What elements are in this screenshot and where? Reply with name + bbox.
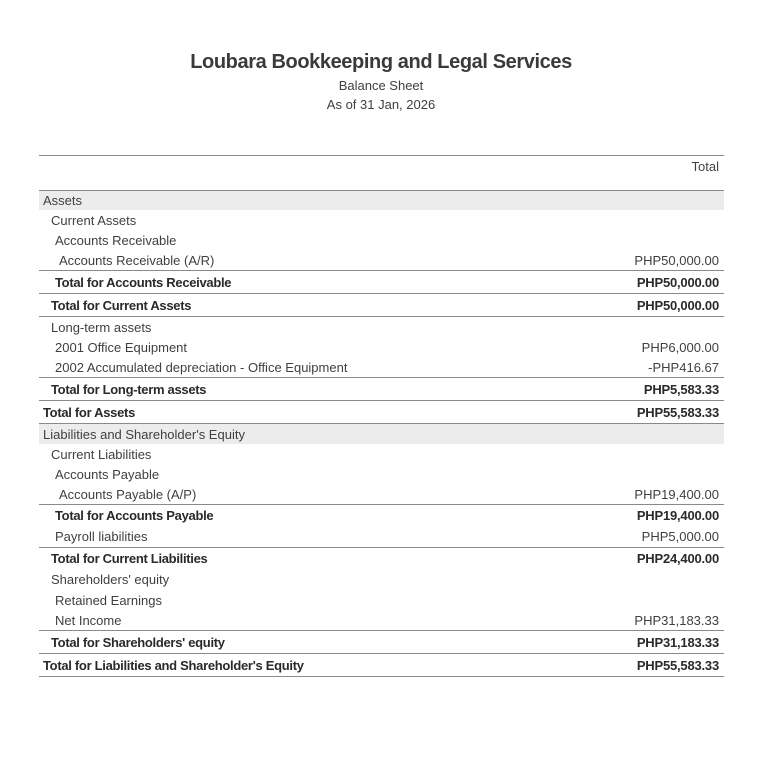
row-amount: PHP19,400.00 xyxy=(636,508,719,523)
row-label: Total for Current Liabilities xyxy=(51,551,208,566)
row-label: Total for Shareholders' equity xyxy=(51,634,225,650)
group-row-accounts-payable xyxy=(39,464,724,484)
account-row-ar xyxy=(39,250,724,271)
total-row-accounts-payable xyxy=(39,505,724,526)
column-header xyxy=(39,156,724,191)
row-amount: PHP55,583.33 xyxy=(636,404,719,420)
row-amount: PHP50,000.00 xyxy=(636,297,719,313)
row-amount: PHP6,000.00 xyxy=(641,339,719,355)
total-row-liabilities-equity xyxy=(39,654,724,677)
report-date: As of 31 Jan, 2026 xyxy=(326,97,436,112)
row-label: Retained Earnings xyxy=(55,592,162,608)
account-row-accumulated-depreciation xyxy=(39,357,724,378)
section-row-liabilities-equity xyxy=(39,424,724,444)
group-row-long-term-assets xyxy=(39,317,724,337)
group-row-accounts-receivable xyxy=(39,230,724,250)
row-label: 2002 Accumulated depreciation - Office Equipment xyxy=(55,359,348,375)
row-label: Payroll liabilities xyxy=(55,529,148,544)
account-row-retained-earnings xyxy=(39,590,724,610)
row-amount: PHP31,183.33 xyxy=(636,634,719,650)
column-header-total: Total xyxy=(691,159,719,174)
row-label: Total for Current Assets xyxy=(51,297,192,313)
row-amount: PHP5,000.00 xyxy=(641,529,719,544)
row-label: Accounts Payable xyxy=(55,466,160,482)
report-title: Balance Sheet xyxy=(338,78,424,93)
section-row-assets xyxy=(39,191,724,210)
row-amount: PHP55,583.33 xyxy=(636,657,719,673)
row-amount: -PHP416.67 xyxy=(648,359,719,375)
row-label: Total for Assets xyxy=(43,404,135,420)
row-amount: PHP50,000.00 xyxy=(636,274,719,290)
row-amount: PHP19,400.00 xyxy=(634,486,719,502)
row-label: Accounts Receivable (A/R) xyxy=(59,252,215,268)
row-label: Accounts Payable (A/P) xyxy=(59,486,197,502)
account-row-office-equipment xyxy=(39,337,724,357)
account-row-payroll-liabilities xyxy=(39,526,724,548)
row-label: Assets xyxy=(43,193,83,208)
balance-sheet-table xyxy=(39,155,724,677)
account-row-net-income xyxy=(39,610,724,631)
total-row-assets xyxy=(39,401,724,424)
row-label: Shareholders' equity xyxy=(51,572,170,587)
row-label: Total for Long-term assets xyxy=(51,381,207,397)
row-amount: PHP50,000.00 xyxy=(634,252,719,268)
group-row-shareholders-equity xyxy=(39,569,724,590)
report-header xyxy=(0,48,762,114)
total-row-current-assets xyxy=(39,294,724,317)
row-label: Liabilities and Shareholder's Equity xyxy=(43,426,245,442)
row-label: Current Liabilities xyxy=(51,446,152,462)
total-row-current-liabilities xyxy=(39,548,724,569)
account-row-ap xyxy=(39,484,724,505)
row-label: Accounts Receivable xyxy=(55,232,177,248)
row-label: Long-term assets xyxy=(51,319,152,335)
total-row-shareholders-equity xyxy=(39,631,724,654)
row-label: Total for Liabilities and Shareholder's Equity xyxy=(43,657,304,673)
row-amount: PHP5,583.33 xyxy=(643,381,719,397)
group-row-current-liabilities xyxy=(39,444,724,464)
total-row-long-term-assets xyxy=(39,378,724,401)
row-label: Total for Accounts Receivable xyxy=(55,274,232,290)
row-amount: PHP31,183.33 xyxy=(634,612,719,628)
row-label: Total for Accounts Payable xyxy=(55,508,214,523)
total-row-accounts-receivable xyxy=(39,271,724,294)
row-label: Net Income xyxy=(55,612,122,628)
row-amount: PHP24,400.00 xyxy=(636,551,719,566)
row-label: Current Assets xyxy=(51,212,137,228)
company-name: Loubara Bookkeeping and Legal Services xyxy=(190,51,572,73)
row-label: 2001 Office Equipment xyxy=(55,339,188,355)
group-row-current-assets xyxy=(39,210,724,230)
